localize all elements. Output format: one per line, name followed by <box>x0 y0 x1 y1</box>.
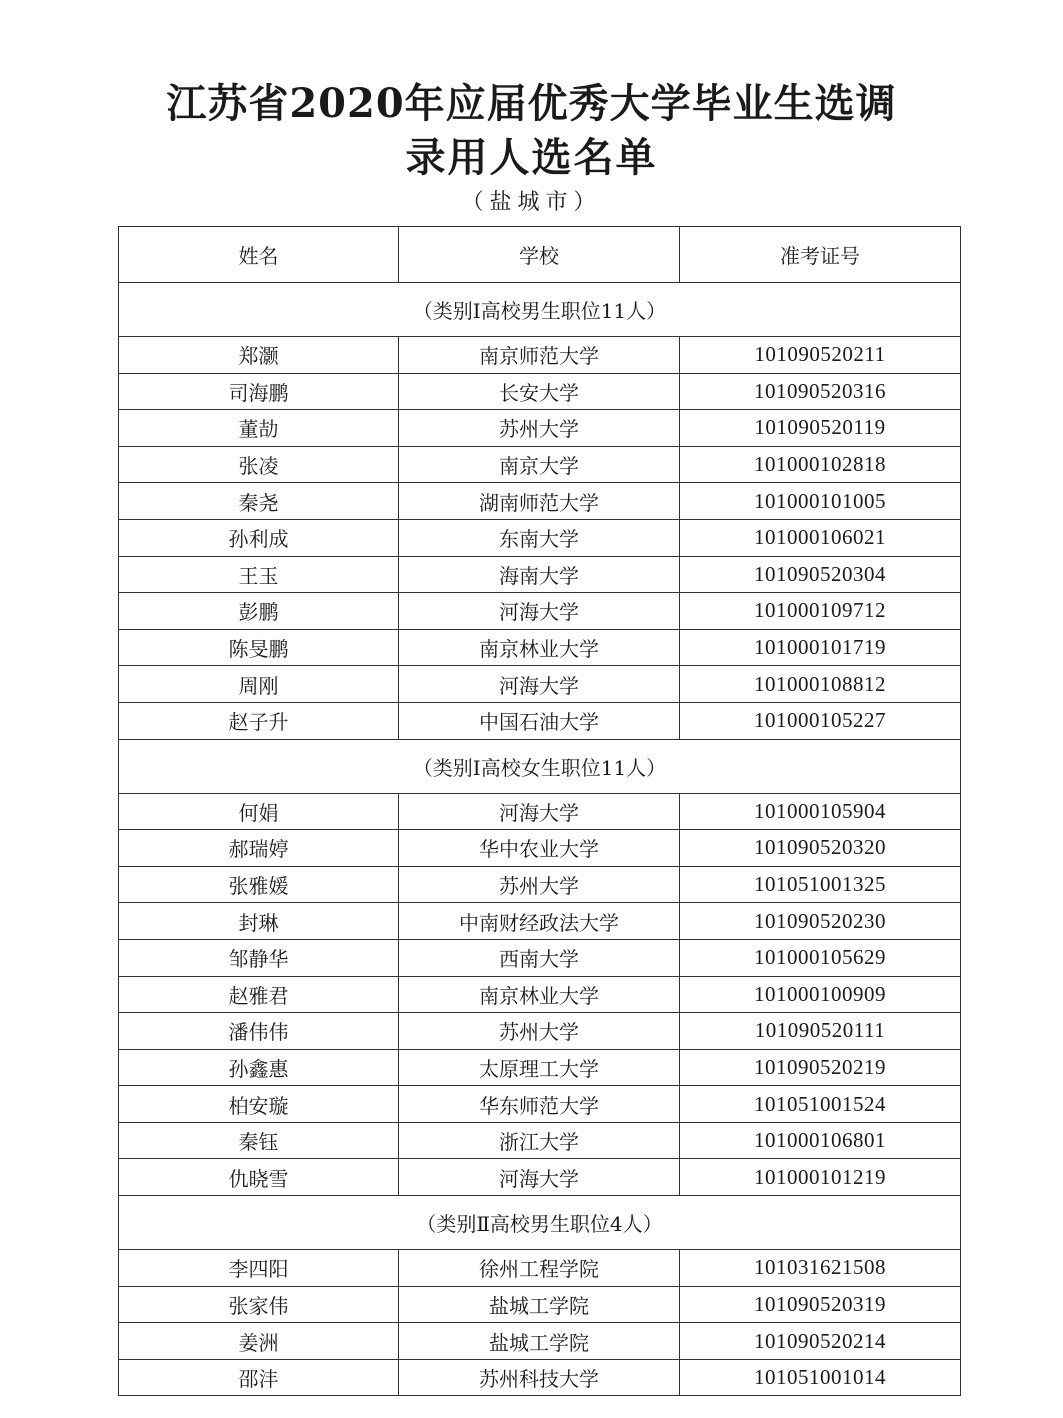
table-row <box>119 593 961 630</box>
cell-exam-number: 101090520230 <box>680 903 961 940</box>
table-row <box>119 702 961 739</box>
cell-name: 王玉 <box>119 556 399 593</box>
table-row <box>119 1086 961 1123</box>
table-row <box>119 337 961 374</box>
cell-name: 彭鹏 <box>119 593 399 630</box>
cell-exam-number: 101031621508 <box>680 1250 961 1287</box>
cell-exam-number: 101090520319 <box>680 1286 961 1323</box>
cell-name: 封琳 <box>119 903 399 940</box>
cell-school: 河海大学 <box>399 666 680 703</box>
cell-name: 孙鑫惠 <box>119 1049 399 1086</box>
title-block <box>0 80 1063 218</box>
cell-name: 秦钰 <box>119 1122 399 1159</box>
cell-school: 河海大学 <box>399 593 680 630</box>
cell-exam-number: 101090520320 <box>680 830 961 867</box>
cell-exam-number: 101090520316 <box>680 373 961 410</box>
table-row <box>119 373 961 410</box>
cell-exam-number: 101000108812 <box>680 666 961 703</box>
table-row <box>119 1286 961 1323</box>
cell-name: 孙利成 <box>119 519 399 556</box>
category-label: （类别Ⅰ高校女生职位11人） <box>119 739 961 793</box>
cell-school: 中南财经政法大学 <box>399 903 680 940</box>
cell-exam-number: 101090520214 <box>680 1323 961 1360</box>
cell-school: 苏州科技大学 <box>399 1359 680 1396</box>
cell-name: 邵沣 <box>119 1359 399 1396</box>
category-row <box>119 1196 961 1250</box>
table-row <box>119 976 961 1013</box>
cell-name: 陈旻鹏 <box>119 629 399 666</box>
table-row <box>119 1359 961 1396</box>
cell-exam-number: 101000106801 <box>680 1122 961 1159</box>
cell-name: 赵雅君 <box>119 976 399 1013</box>
cell-exam-number: 101090520211 <box>680 337 961 374</box>
header-school: 学校 <box>399 227 680 283</box>
cell-name: 秦尧 <box>119 483 399 520</box>
table-row <box>119 556 961 593</box>
cell-school: 东南大学 <box>399 519 680 556</box>
cell-exam-number: 101000105227 <box>680 702 961 739</box>
cell-name: 郝瑞婷 <box>119 830 399 867</box>
table-row <box>119 866 961 903</box>
cell-school: 南京师范大学 <box>399 337 680 374</box>
table-body <box>119 283 961 1396</box>
cell-school: 苏州大学 <box>399 410 680 447</box>
table-row <box>119 830 961 867</box>
cell-exam-number: 101000106021 <box>680 519 961 556</box>
table-row <box>119 483 961 520</box>
category-label: （类别Ⅱ高校男生职位4人） <box>119 1196 961 1250</box>
category-row <box>119 739 961 793</box>
cell-school: 盐城工学院 <box>399 1323 680 1360</box>
cell-name: 郑灏 <box>119 337 399 374</box>
cell-school: 浙江大学 <box>399 1122 680 1159</box>
cell-exam-number: 101000105904 <box>680 793 961 830</box>
cell-name: 柏安璇 <box>119 1086 399 1123</box>
cell-exam-number: 101051001524 <box>680 1086 961 1123</box>
cell-school: 华东师范大学 <box>399 1086 680 1123</box>
cell-school: 太原理工大学 <box>399 1049 680 1086</box>
cell-school: 海南大学 <box>399 556 680 593</box>
table-row <box>119 903 961 940</box>
cell-name: 董劼 <box>119 410 399 447</box>
cell-exam-number: 101000101219 <box>680 1159 961 1196</box>
cell-school: 湖南师范大学 <box>399 483 680 520</box>
cell-exam-number: 101090520304 <box>680 556 961 593</box>
cell-exam-number: 101090520119 <box>680 410 961 447</box>
cell-school: 南京大学 <box>399 446 680 483</box>
cell-school: 长安大学 <box>399 373 680 410</box>
table-row <box>119 1122 961 1159</box>
table-row <box>119 793 961 830</box>
table-row <box>119 1049 961 1086</box>
table-row <box>119 1159 961 1196</box>
table-row <box>119 446 961 483</box>
header-exam-number: 准考证号 <box>680 227 961 283</box>
cell-exam-number: 101051001014 <box>680 1359 961 1396</box>
table-row <box>119 519 961 556</box>
table-row <box>119 666 961 703</box>
cell-name: 姜洲 <box>119 1323 399 1360</box>
document-title: 江苏省2020年应届优秀大学毕业生选调 <box>166 80 897 127</box>
cell-school: 华中农业大学 <box>399 830 680 867</box>
document-title-line2: 录用人选名单 <box>405 134 658 181</box>
cell-exam-number: 101090520111 <box>680 1013 961 1050</box>
cell-school: 河海大学 <box>399 793 680 830</box>
cell-exam-number: 101051001325 <box>680 866 961 903</box>
cell-name: 仇晓雪 <box>119 1159 399 1196</box>
cell-school: 河海大学 <box>399 1159 680 1196</box>
cell-exam-number: 101000101005 <box>680 483 961 520</box>
category-label: （类别Ⅰ高校男生职位11人） <box>119 283 961 337</box>
cell-exam-number: 101000101719 <box>680 629 961 666</box>
cell-school: 中国石油大学 <box>399 702 680 739</box>
table-row <box>119 1013 961 1050</box>
cell-name: 赵子升 <box>119 702 399 739</box>
table-row <box>119 939 961 976</box>
cell-exam-number: 101000100909 <box>680 976 961 1013</box>
document-subtitle: （盐城市） <box>461 190 602 215</box>
table-row <box>119 629 961 666</box>
cell-name: 张家伟 <box>119 1286 399 1323</box>
cell-exam-number: 101000109712 <box>680 593 961 630</box>
cell-name: 周刚 <box>119 666 399 703</box>
table-row <box>119 1250 961 1287</box>
cell-exam-number: 101000102818 <box>680 446 961 483</box>
table-row <box>119 410 961 447</box>
cell-school: 徐州工程学院 <box>399 1250 680 1287</box>
cell-name: 何娟 <box>119 793 399 830</box>
cell-name: 邹静华 <box>119 939 399 976</box>
cell-name: 司海鹏 <box>119 373 399 410</box>
cell-school: 盐城工学院 <box>399 1286 680 1323</box>
category-row <box>119 283 961 337</box>
cell-school: 苏州大学 <box>399 866 680 903</box>
cell-name: 张雅媛 <box>119 866 399 903</box>
cell-exam-number: 101000105629 <box>680 939 961 976</box>
cell-school: 南京林业大学 <box>399 629 680 666</box>
cell-exam-number: 101090520219 <box>680 1049 961 1086</box>
header-name: 姓名 <box>119 227 399 283</box>
cell-school: 苏州大学 <box>399 1013 680 1050</box>
cell-school: 西南大学 <box>399 939 680 976</box>
cell-school: 南京林业大学 <box>399 976 680 1013</box>
table-row <box>119 1323 961 1360</box>
table-header-row <box>119 227 961 283</box>
roster-table <box>118 226 961 1396</box>
cell-name: 潘伟伟 <box>119 1013 399 1050</box>
cell-name: 张凌 <box>119 446 399 483</box>
cell-name: 李四阳 <box>119 1250 399 1287</box>
